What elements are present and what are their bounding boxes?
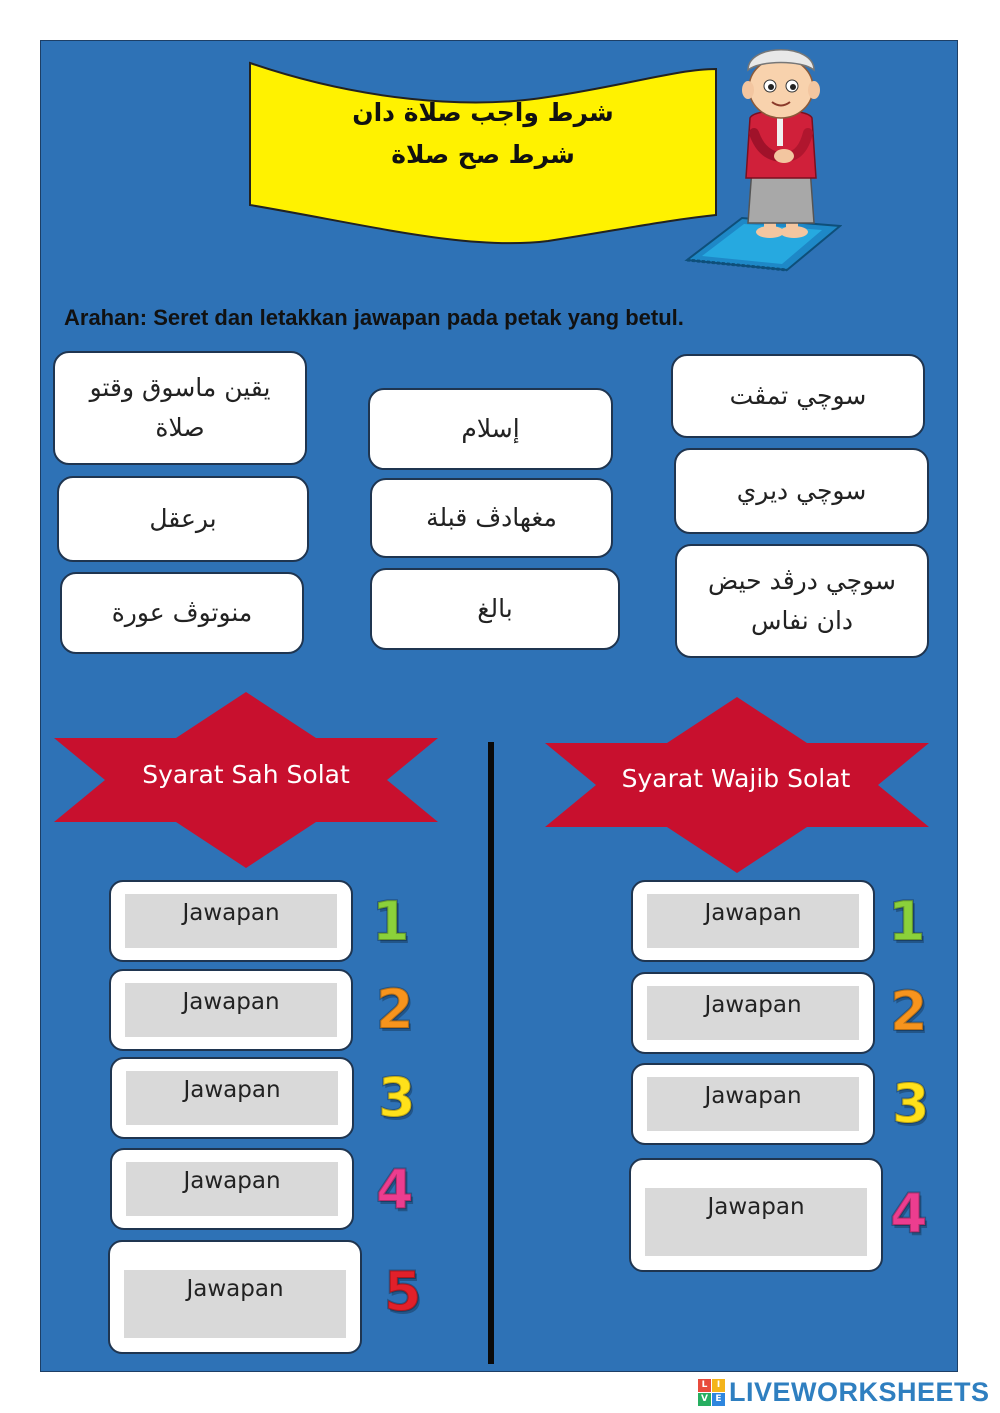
number-2-icon: 2 <box>376 978 414 1041</box>
logo-squares-icon: L I V E <box>698 1379 725 1406</box>
answer-chip[interactable]: منوتوڤ عورة <box>60 572 304 654</box>
sah-answer-slot-5[interactable]: Jawapan <box>108 1240 362 1354</box>
number-4-icon: 4 <box>376 1158 414 1221</box>
number-3-icon: 3 <box>378 1066 416 1129</box>
number-2-icon: 2 <box>890 980 928 1043</box>
instruction-text: Arahan: Seret dan letakkan jawapan pada petak yang betul. <box>64 305 684 330</box>
number-5-icon: 5 <box>384 1260 422 1323</box>
wajib-answer-slot-4[interactable]: Jawapan <box>629 1158 883 1272</box>
answer-chip[interactable]: إسلام <box>368 388 613 470</box>
answer-chip[interactable]: يقين ماسوق وقتو صلاة <box>53 351 307 465</box>
answer-chip[interactable]: سوچي تمڤت <box>671 354 925 438</box>
answer-chip[interactable]: بالغ <box>370 568 620 650</box>
title-line-1: شرط واجب صلاة دان <box>352 98 614 127</box>
wajib-section-title: Syarat Wajib Solat <box>621 764 851 793</box>
wajib-answer-slot-2[interactable]: Jawapan <box>631 972 875 1054</box>
column-divider <box>488 742 494 1364</box>
answer-chip[interactable]: برعقل <box>57 476 309 562</box>
title-line-2: شرط صح صلاة <box>391 140 575 169</box>
wajib-answer-slot-1[interactable]: Jawapan <box>631 880 875 962</box>
number-3-icon: 3 <box>892 1072 930 1135</box>
wajib-answer-slot-3[interactable]: Jawapan <box>631 1063 875 1145</box>
sah-section-title: Syarat Sah Solat <box>142 760 350 789</box>
sah-answer-slot-1[interactable]: Jawapan <box>109 880 353 962</box>
number-1-icon: 1 <box>372 890 410 953</box>
answer-chip[interactable]: مغهادڤ قبلة <box>370 478 613 558</box>
prayer-mat-icon <box>687 218 840 270</box>
sah-answer-slot-2[interactable]: Jawapan <box>109 969 353 1051</box>
sah-answer-slot-4[interactable]: Jawapan <box>110 1148 354 1230</box>
sah-answer-slot-3[interactable]: Jawapan <box>110 1057 354 1139</box>
answer-chip[interactable]: سوچي درڤد حيض دان نفاس <box>675 544 929 658</box>
number-4-icon: 4 <box>890 1182 928 1245</box>
praying-boy-illustration <box>682 38 842 273</box>
worksheet-title <box>248 92 718 176</box>
liveworksheets-logo <box>698 1377 990 1407</box>
number-1-icon: 1 <box>888 890 926 953</box>
answer-chip[interactable]: سوچي ديري <box>674 448 929 534</box>
brand-name: LIVEWORKSHEETS <box>729 1376 990 1407</box>
